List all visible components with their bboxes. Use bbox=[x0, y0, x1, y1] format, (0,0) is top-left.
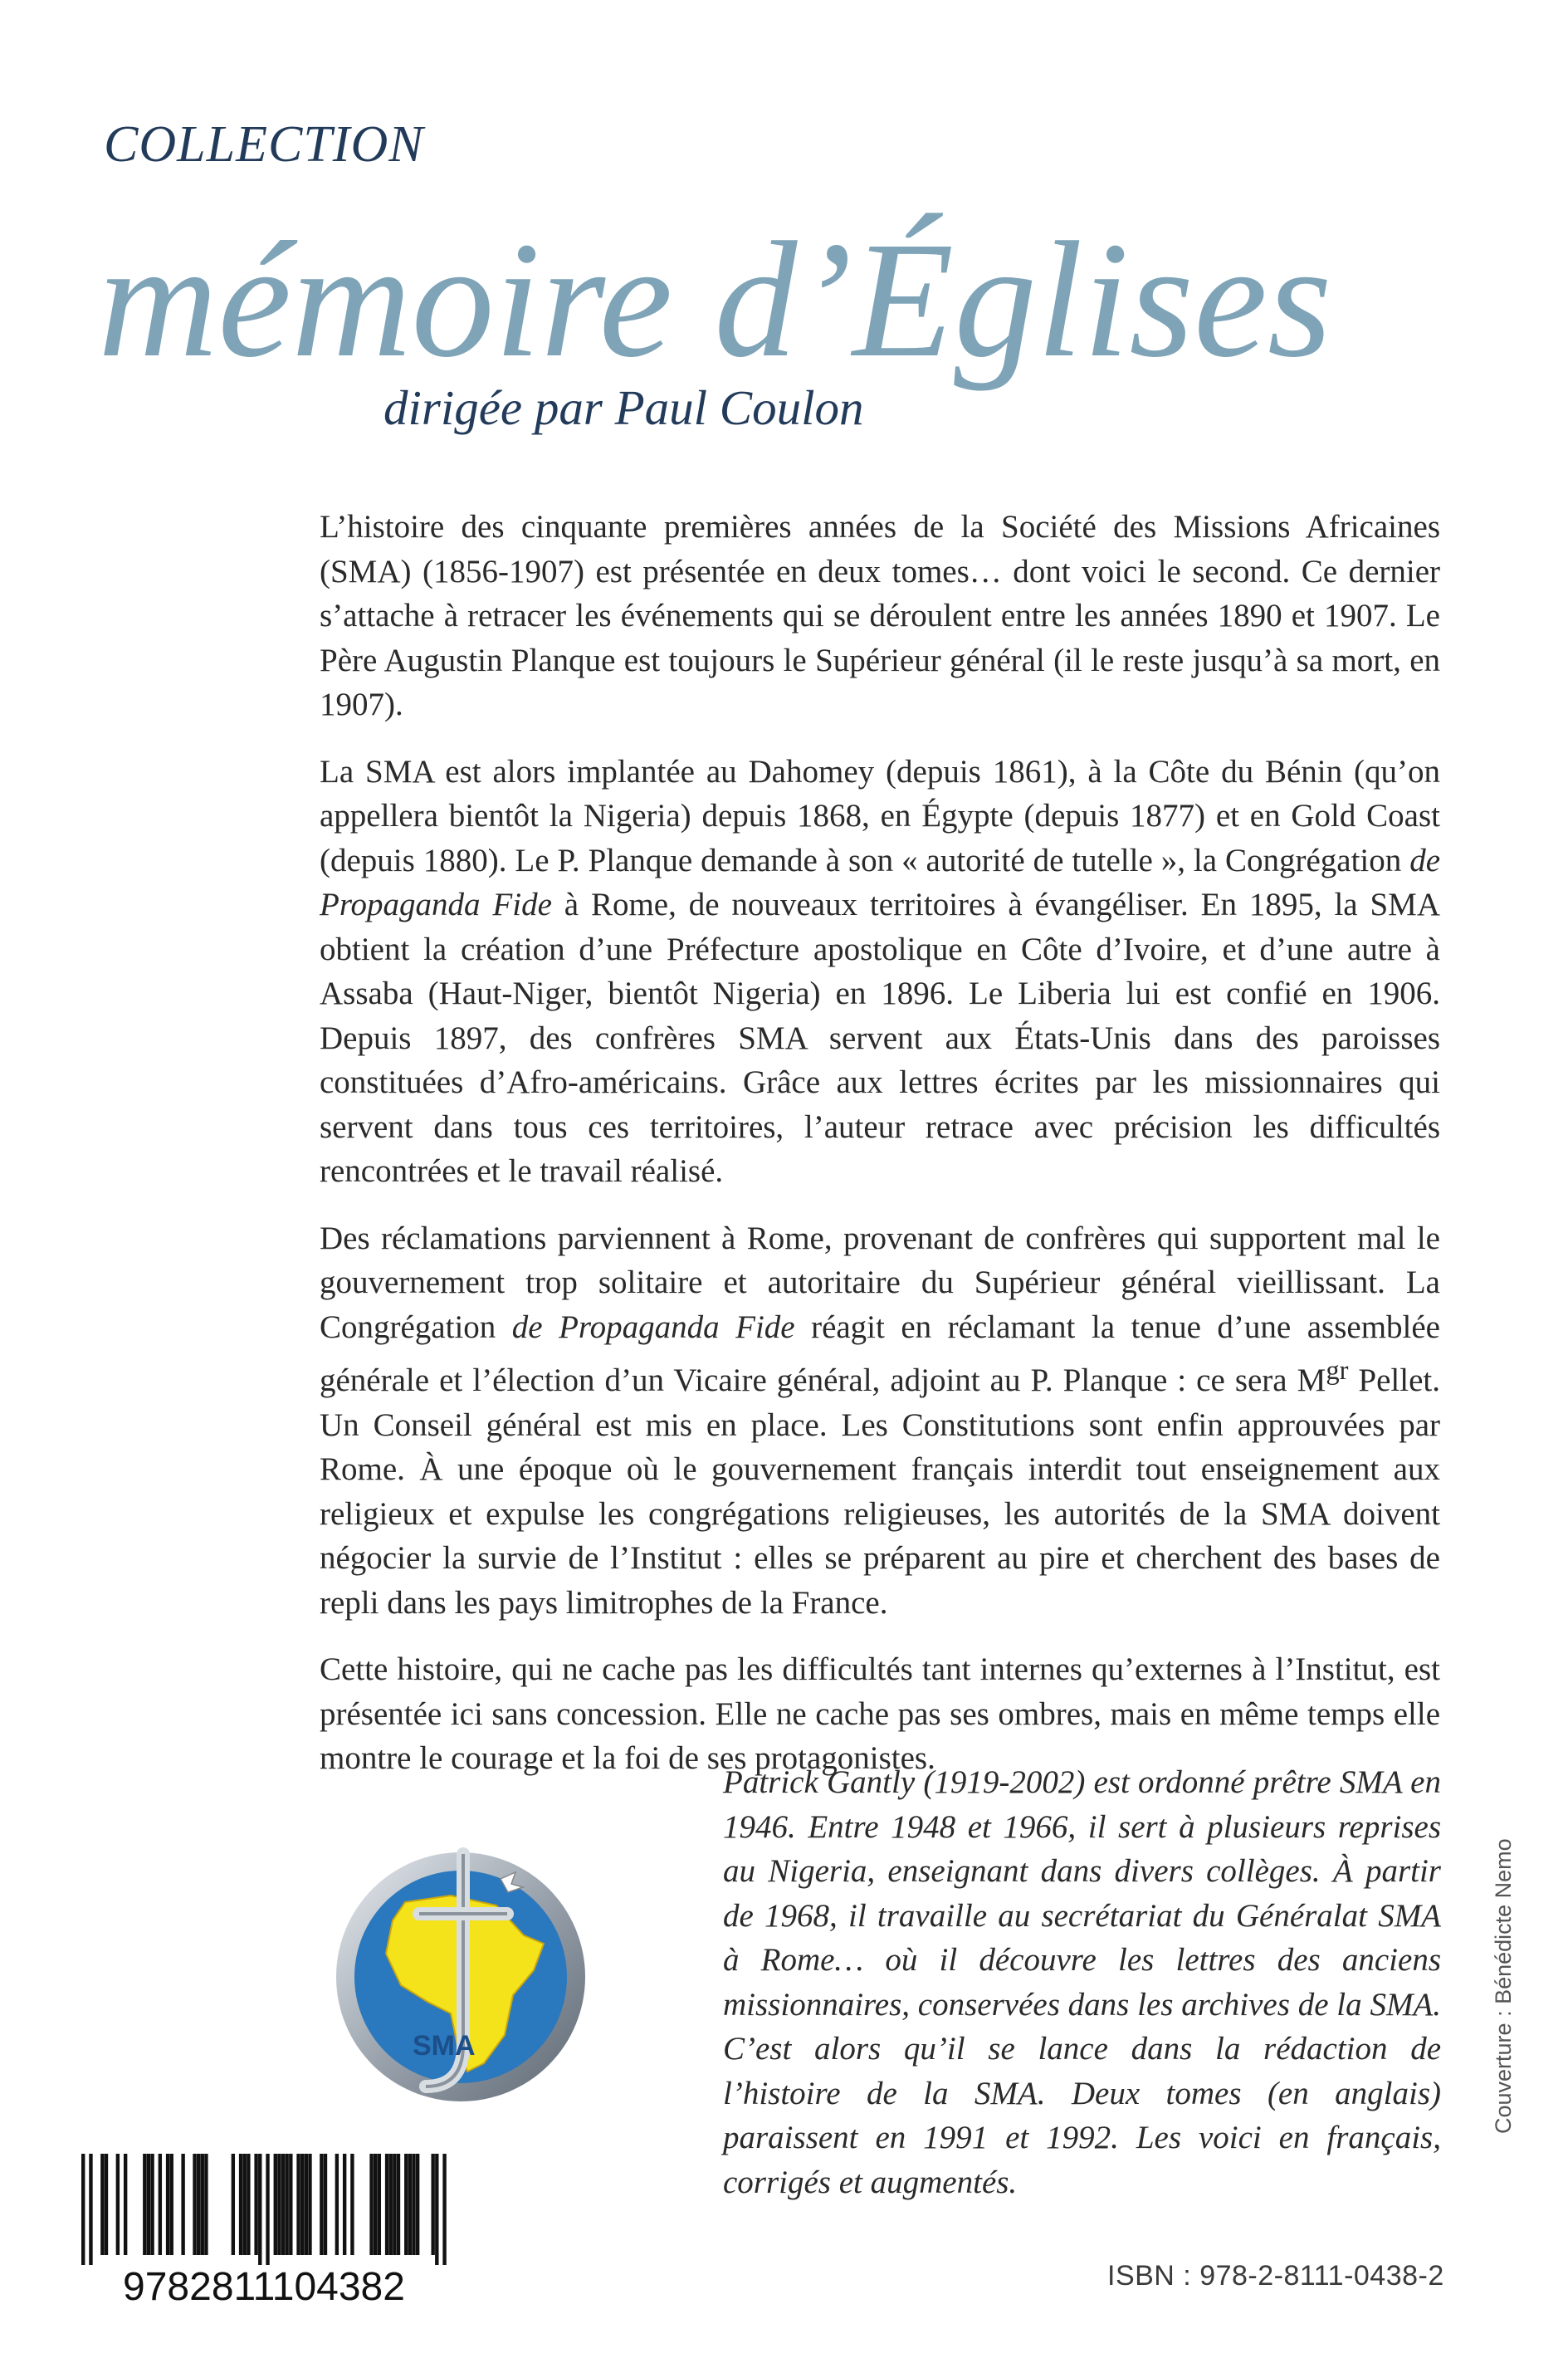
description-paragraph: La SMA est alors implantée au Dahomey (depuis 1861), à la Côte du Bénin (qu’on appellera bientôt la Nigeria) depuis 1868, en Égypte (depuis 1877) et en Gold Coast (depuis 1880). Le P. Planque demande à son « autorité de tutelle », la Congrégation de Propaganda Fide à Rome, de nouveaux territoires à évangéliser. En 1895, la SMA obtient la création d’une Préfecture apostolique en Côte d’Ivoire, et d’une autre à Assaba (Haut-Niger, bientôt Nigeria) en 1896. Le Liberia lui est confié en 1906. Depuis 1897, des confrères SMA servent aux États-Unis dans des paroisses constituées d’Afro-américains. Grâce aux lettres écrites par les missionnaires qui servent dans tous ces territoires, l’auteur retrace avec précision les difficultés rencontrées et le travail réalisé. bbox=[320, 753, 1441, 1189]
cover-credit-text: Couverture : Bénédicte Nemo bbox=[1491, 1838, 1516, 2134]
barcode-bar bbox=[266, 2154, 269, 2265]
barcode-bar bbox=[116, 2154, 120, 2255]
barcode-bar bbox=[274, 2154, 277, 2255]
barcode-bar bbox=[369, 2154, 373, 2255]
barcode-bar bbox=[193, 2154, 196, 2255]
barcode-bar bbox=[378, 2154, 381, 2255]
author-bio: Patrick Gantly (1919-2002) est ordonné prêtre SMA en 1946. Entre 1948 et 1966, il sert à plusieurs reprises au Nigeria, enseignant dans divers collèges. À partir de 1968, il travaille au secrétariat du Généralat SMA à Rome… où il découvre les lettres des anciens missionnaires, conservées dans les archives de la SMA. C’est alors qu’il se lance dans la rédaction de l’histoire de la SMA. Deux tomes (en anglais) paraissent en 1991 et 1992. Les voici en français, corrigés et augmentés. bbox=[723, 1764, 1441, 2200]
barcode-bar bbox=[320, 2154, 323, 2255]
barcode-bar bbox=[300, 2154, 304, 2255]
collection-label: COLLECTION bbox=[104, 116, 424, 173]
barcode-bar bbox=[124, 2154, 127, 2255]
barcode-bar bbox=[243, 2154, 247, 2255]
barcode-bar bbox=[385, 2154, 388, 2255]
barcode-bar bbox=[308, 2154, 311, 2255]
description-paragraph: Des réclamations parviennent à Rome, provenant de confrères qui supportent mal le gouvernement trop solitaire et autoritaire du Supérieur général vieillissant. La Congrégation de Propaganda Fide réagit en réclamant la tenue d’une assemblée générale et l’élection d’un Vicaire général, adjoint au P. Planque : ce sera $M^{gr}$ Pellet. Un Conseil général est mis en place. Les Constitutions sont enfin approuvées par Rome. À une époque où le gouvernement français interdit tout enseignement aux religieux et expulse les congrégations religieuses, les autorités de la SMA doivent négocier la survie de l’Institut : elles se préparent au pire et cherchent des bases de repli dans les pays limitrophes de la France. bbox=[320, 1220, 1440, 1621]
barcode-bar bbox=[393, 2154, 396, 2255]
isbn-label: ISBN : 978-2-8111-0438-2 bbox=[1107, 2260, 1444, 2292]
barcode-bar bbox=[201, 2154, 204, 2255]
barcode-bar bbox=[150, 2154, 154, 2255]
barcode-bar bbox=[389, 2154, 393, 2255]
barcode-bar bbox=[239, 2154, 242, 2255]
logo-text: SMA bbox=[413, 2030, 476, 2062]
barcode-bar bbox=[181, 2154, 184, 2255]
description-paragraph: L’histoire des cinquante premières années de la Société des Missions Africaines (SMA) (1856-1907) est présentée en deux tomes… dont voici le second. Ce dernier s’attache à retracer les événements qui se déroulent entre les années 1890 et 1907. Le Père Augustin Planque est toujours le Supérieur général (il le reste jusqu’à sa mort, en 1907). bbox=[320, 509, 1440, 722]
cover-credit bbox=[1486, 1661, 1536, 2134]
barcode-bar bbox=[254, 2154, 257, 2255]
barcode-bar bbox=[170, 2154, 173, 2255]
barcode-bar bbox=[350, 2154, 354, 2255]
barcode-bar bbox=[247, 2154, 250, 2255]
series-title: mémoire d’Églises bbox=[98, 208, 1332, 392]
barcode-bar bbox=[305, 2154, 308, 2255]
barcode-bar bbox=[232, 2154, 235, 2255]
barcode-bar bbox=[81, 2154, 85, 2265]
description-paragraph: Cette histoire, qui ne cache pas les difficultés tant internes qu’externes à l’Institut, est présentée ici sans concession. Elle ne cache pas ses ombres, mais en même temps elle montre le courage et la foi de ses protagonistes. bbox=[320, 1651, 1440, 1776]
barcode-bar bbox=[289, 2154, 292, 2255]
barcode-bar bbox=[285, 2154, 288, 2255]
barcode-bar bbox=[431, 2154, 434, 2255]
barcode-bar bbox=[412, 2154, 415, 2255]
barcode-bar bbox=[335, 2154, 339, 2255]
barcode-bar bbox=[374, 2154, 377, 2255]
barcode-bar bbox=[143, 2154, 146, 2255]
barcode-bar bbox=[100, 2154, 104, 2255]
barcode-bar bbox=[204, 2154, 208, 2255]
barcode-bar bbox=[281, 2154, 285, 2255]
barcode-bar bbox=[397, 2154, 400, 2255]
barcode-bar bbox=[166, 2154, 169, 2255]
barcode-bar bbox=[159, 2154, 162, 2255]
barcode-digits: 9782811104382 bbox=[123, 2265, 405, 2305]
sma-logo-icon bbox=[326, 1837, 596, 2107]
barcode-bar bbox=[404, 2154, 408, 2255]
barcode-bar bbox=[89, 2154, 92, 2265]
barcode-bar bbox=[416, 2154, 419, 2255]
barcode-bar bbox=[105, 2154, 108, 2255]
barcode-bar bbox=[277, 2154, 281, 2255]
barcode-bar bbox=[442, 2154, 446, 2265]
barcode-bar bbox=[258, 2154, 261, 2265]
barcode-bar bbox=[197, 2154, 200, 2255]
barcode-bars bbox=[81, 2154, 447, 2265]
barcode bbox=[76, 2154, 452, 2305]
series-editor: dirigée par Paul Coulon bbox=[383, 380, 864, 435]
barcode-bar bbox=[343, 2154, 346, 2255]
barcode-bar bbox=[296, 2154, 300, 2255]
barcode-bar bbox=[324, 2154, 327, 2255]
barcode-bar bbox=[408, 2154, 412, 2255]
back-cover-description bbox=[320, 505, 1440, 1803]
barcode-bar bbox=[147, 2154, 150, 2255]
barcode-bar bbox=[435, 2154, 438, 2265]
